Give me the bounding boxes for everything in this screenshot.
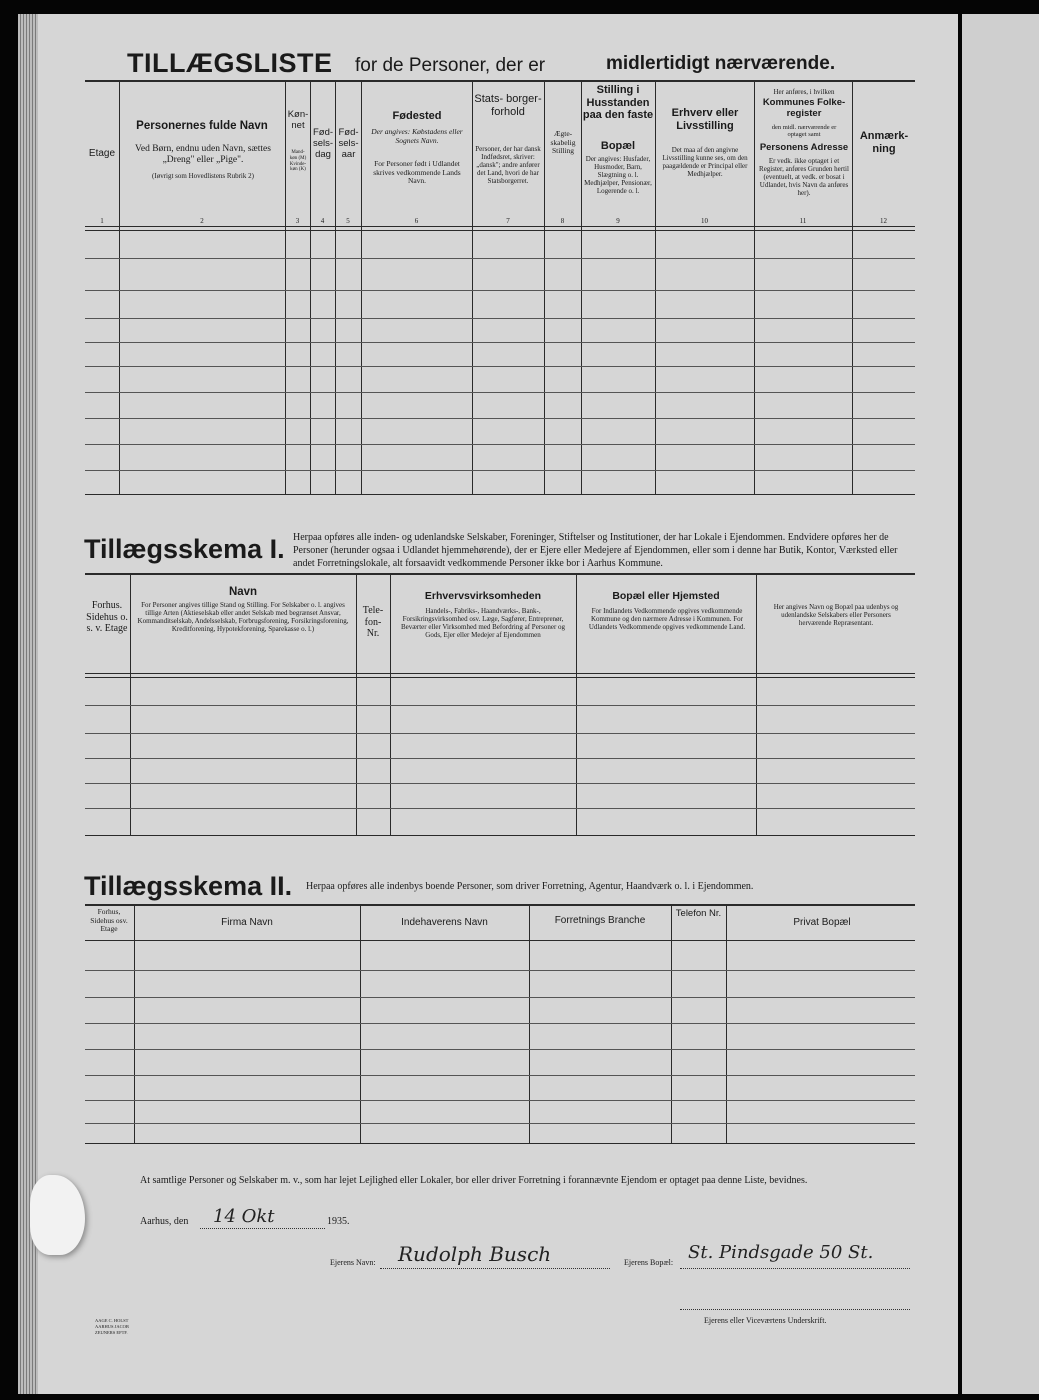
- table3-row-line: [85, 1123, 915, 1124]
- table2-top-rule: [85, 573, 915, 575]
- col-number: 3: [295, 217, 300, 225]
- header-name-note: Ved Børn, endnu uden Navn, sættes „Dreng" eller „Pige".: [135, 144, 271, 165]
- header-remark: Anmærk- ning: [859, 130, 909, 155]
- header-address: Personens Adresse: [759, 142, 849, 153]
- header-citizenship-note: Personer, der har dansk Indfødsret, skriver: „dansk"; andre anfører det Land, hvori de har Statsborgerret.: [475, 145, 541, 186]
- owner-address-handwritten: St. Pindsgade 50 St.: [688, 1242, 874, 1263]
- col-number: 6: [414, 217, 419, 225]
- table2-col-divider: [390, 573, 391, 835]
- table2-row-line: [85, 808, 915, 809]
- table2-col-divider: [130, 573, 131, 835]
- col-number: 2: [200, 217, 204, 225]
- table2-bottom-rule: [85, 835, 915, 836]
- header-register-note: Er vedk. ikke optaget i et Register, anføres Grunden hertil (eventuelt, at vedk. er bosat i Udlandet, hvis Navn da anføres her).: [759, 157, 849, 198]
- header-register: Kommunes Folke- register: [762, 97, 846, 119]
- col-number: 1: [100, 217, 104, 225]
- table1-row-line: [85, 392, 915, 393]
- table1-row-line: [85, 258, 915, 259]
- table1-col-divider: [285, 80, 286, 494]
- printer-imprint: AAGE C. HOLST AARHUS JACOB ZEUNERS EFTF.: [95, 1318, 129, 1335]
- col-number: 5: [346, 217, 350, 225]
- header-citizenship: Stats- borger- forhold: [474, 93, 542, 118]
- table3-row-line: [85, 1049, 915, 1050]
- date-place: Aarhus, den: [140, 1216, 189, 1227]
- section2-title: Tillægsskema I.: [84, 534, 285, 564]
- header-register-top: Her anføres, i hvilken: [773, 88, 835, 96]
- table1-row-line: [85, 470, 915, 471]
- t3-header-floor: Forhus, Sidehus osv. Etage: [90, 907, 128, 934]
- table1-header-rule2: [85, 230, 915, 231]
- table1-col-divider: [754, 80, 755, 494]
- header-household-sub: Bopæl: [600, 140, 636, 152]
- table2-row-line: [85, 705, 915, 706]
- col-number: 4: [320, 217, 325, 225]
- table2-col-divider: [756, 573, 757, 835]
- header-etage: Etage: [88, 148, 116, 159]
- t3-header-owner: Indehaverens Navn: [401, 917, 488, 928]
- table3-bottom-rule: [85, 1143, 915, 1144]
- t3-header-phone: Telefon Nr.: [675, 908, 722, 919]
- col-number: 11: [799, 217, 807, 225]
- table1-header-rule: [85, 226, 915, 227]
- t2-header-residence-note: For Indlandets Vedkommende opgives vedkommende Kommune og den nærmere Adresse i Kommunen. For Udlandets Vedkommende opgives vedkommende Land.: [588, 607, 746, 632]
- table3-row-line: [85, 997, 915, 998]
- header-birthday: Fød- sels- dag: [312, 127, 334, 160]
- table1-col-divider: [472, 80, 473, 494]
- header-household-note: Der angives: Husfader, Husmoder, Barn, Slægtning o. l. Medhjælper, Pensionær, Logerende o. l.: [584, 155, 652, 196]
- table2-col-divider: [356, 573, 357, 835]
- header-name: Personernes fulde Navn: [136, 120, 268, 132]
- table1-col-divider: [852, 80, 853, 494]
- section3-intro: Herpaa opføres alle indenbys boende Personer, som driver Forretning, Agentur, Haandværk o. l. i Ejendommen.: [306, 881, 754, 892]
- table2-header-rule: [85, 673, 915, 674]
- header-register-mid: den midl. nærværende er optaget samt: [771, 124, 837, 139]
- col-number: 9: [616, 217, 620, 225]
- table2-header-rule2: [85, 677, 915, 678]
- table1-col-divider: [655, 80, 656, 494]
- table1-bottom-rule: [85, 494, 915, 495]
- t3-header-address: Privat Bopæl: [793, 917, 851, 928]
- date-year: 1935.: [327, 1216, 350, 1227]
- table2-row-line: [85, 783, 915, 784]
- t2-header-representative: Her angives Navn og Bopæl paa udenbys og udenlandske Selskabers eller Personers herværende Repræsentant.: [773, 603, 899, 628]
- header-birthplace-note2: For Personer født i Udlandet skrives vedkommende Lands Navn.: [373, 159, 461, 186]
- title-bold: TILLÆGSLISTE: [127, 48, 333, 78]
- table1-row-line: [85, 418, 915, 419]
- table2-row-line: [85, 758, 915, 759]
- table1-row-line: [85, 366, 915, 367]
- section1-title: [127, 48, 333, 79]
- table1-top-rule: [85, 80, 915, 82]
- table1-row-line: [85, 444, 915, 445]
- facing-page: [962, 14, 1039, 1394]
- table2-row-line: [85, 733, 915, 734]
- t2-header-residence: Bopæl eller Hjemsted: [612, 590, 720, 602]
- header-occupation: Erhverv eller Livsstilling: [671, 107, 739, 132]
- header-sex-note: Mand- køn (M) Kvinde- køn (K): [289, 150, 307, 173]
- title-end: midlertidigt nærværende.: [606, 53, 836, 74]
- header-household: Stilling i Husstanden paa den faste: [582, 84, 654, 122]
- col-number: 12: [880, 217, 887, 225]
- table3-top-rule: [85, 904, 915, 906]
- t2-header-business-note: Handels-, Fabriks-, Haandværks-, Bank-, Forsikringsvirksomhed osv. Læge, Sagfører, Entreprenør, Beværter eller Virksomhed med Befordring af Personer og Gods, Ejer eller Medejer af Ejendommen: [400, 607, 566, 640]
- t2-header-name-note: For Personer angives tillige Stand og Stilling. For Selskaber o. l. angives tillige Arten (Aktieselskab eller andet Selskab med begrænset Ansvar, Kommanditselskab, Andelsselskab, Forbrugsforening, Forsikringsforening, Kreditforening, Hypotekforening, Sparekasse o. l.): [137, 601, 349, 634]
- header-sex: Køn- net: [287, 109, 309, 131]
- table1-col-divider: [361, 80, 362, 494]
- table3-row-line: [85, 1023, 915, 1024]
- table3-row-line: [85, 970, 915, 971]
- signature-line: [680, 1309, 910, 1310]
- t2-header-business: Erhvervsvirksomheden: [424, 590, 542, 602]
- table1-row-line: [85, 290, 915, 291]
- table1-row-line: [85, 342, 915, 343]
- table3-header-rule: [85, 940, 915, 941]
- owner-address-label: Ejerens Bopæl:: [624, 1258, 674, 1267]
- table3-row-line: [85, 1100, 915, 1101]
- section3-title: Tillægsskema II.: [84, 871, 293, 901]
- owner-name-handwritten: Rudolph Busch: [398, 1242, 552, 1266]
- header-name-note2: (Iøvrigt som Hovedlistens Rubrik 2): [152, 172, 254, 180]
- table1-row-line: [85, 318, 915, 319]
- col-number: 8: [560, 217, 565, 225]
- table3-row-line: [85, 1075, 915, 1076]
- header-marital: Ægte- skabelig Stilling: [550, 129, 576, 156]
- section2-intro: Herpaa opføres alle inden- og udenlandske Selskaber, Foreninger, Stiftelser og Institutioner, der har Lokale i Ejendommen. Endvidere opføres her de Personer (herunder ogsaa i Udlandet hjemmehørende), der er Ejere eller Medejere af Ejendommen, eller som i denne har Butik, Kontor, Værksted eller andet Forretningslokale, alt forsaavidt vedkommende Personer ikke bor i Aarhus Kommune.: [293, 532, 898, 569]
- owner-name-label: Ejerens Navn:: [330, 1258, 376, 1267]
- t3-header-branch: Forretnings Branche: [554, 915, 646, 926]
- signature-label: Ejerens eller Viceværtens Underskrift.: [704, 1316, 827, 1325]
- t2-header-floor: Forhus. Sidehus o. s. v. Etage: [86, 600, 128, 634]
- owner-address-line: [680, 1268, 910, 1269]
- date-line: [200, 1228, 325, 1229]
- header-birthplace-note: Der angives: Købstadens eller Sognets Navn.: [371, 127, 463, 145]
- t2-header-phone: Tele- fon- Nr.: [362, 605, 384, 639]
- table2-col-divider: [576, 573, 577, 835]
- col-number: 10: [701, 217, 708, 225]
- table1-col-divider: [119, 80, 120, 494]
- title-mid: for de Personer, der er: [355, 55, 546, 76]
- attestation-statement: At samtlige Personer og Selskaber m. v., som har lejet Lejlighed eller Lokaler, bor eller driver Forretning i forannævnte Ejendom er optaget paa denne Liste, bevidnes.: [140, 1175, 808, 1186]
- owner-name-line: [380, 1268, 610, 1269]
- header-occupation-note: Det maa af den angivne Livsstilling kunne ses, om den paagældende er Principal eller Medhjælper.: [662, 146, 748, 179]
- header-birthyear: Fød- sels- aar: [338, 127, 359, 160]
- t2-header-name: Navn: [228, 586, 258, 598]
- col-number: 7: [506, 217, 510, 225]
- t3-header-firm: Firma Navn: [221, 917, 273, 928]
- date-handwritten: 14 Okt: [213, 1206, 275, 1227]
- header-birthplace: Fødested: [392, 110, 442, 122]
